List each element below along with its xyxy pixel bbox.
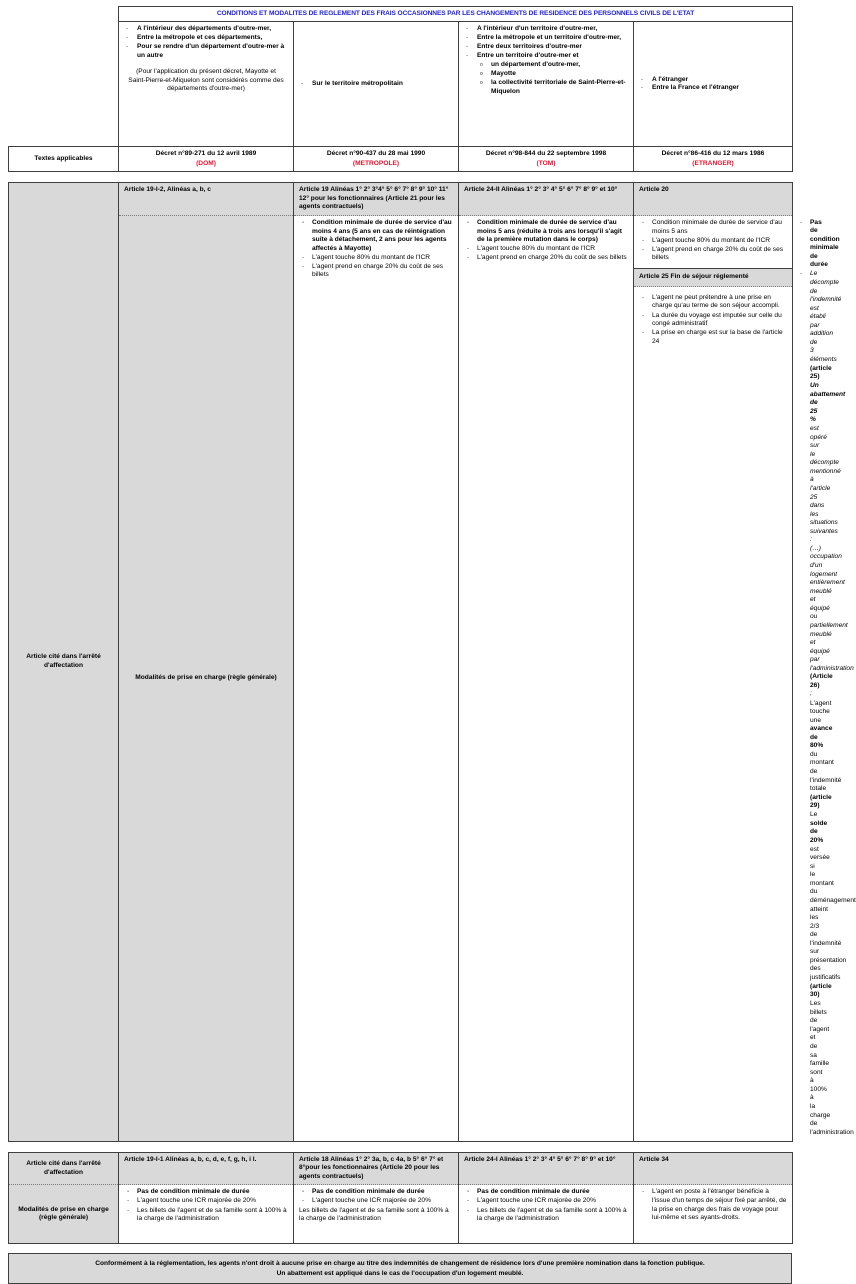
section-spacer-2 [8, 1142, 792, 1152]
scope-item: - A l'intérieur des départements d'outre-mer, [135, 25, 289, 33]
modalites-cell-dom-bottom [119, 1185, 294, 1244]
modalites-item: - L'agent prend en charge 20% du coût de ses billets [652, 246, 787, 263]
modalites-text-fragment: Les billets de l'agent et de sa famille sont à 100% à la charge de l'administration [810, 1000, 854, 1136]
article-header-row-top [9, 183, 793, 216]
scope-subitem: o Mayotte [489, 70, 629, 78]
modalites-cell-tom-top [634, 216, 793, 1142]
scope-item: - Entre la métropole et ces départements, [135, 34, 289, 42]
article-cell-metropole-top: Article 19 Alinéas 1° 2° 3°4° 5° 6° 7° 8° 9° 10° 11° 12° pour les fonctionnaires (Article 21 pour les agents contractuels) [294, 183, 459, 216]
modalites-item: - L'agent touche 80% du montant de l'ICR [477, 245, 628, 254]
modalites-text-fragment: L'agent touche une [810, 699, 832, 724]
section-table-bottom [8, 1152, 793, 1245]
zone-badge-tom: (TOM) [536, 159, 556, 167]
row-label-modalites-bottom: Modalités de prise en charge (règle générale) [9, 1185, 119, 1244]
section-table-top [8, 182, 856, 1141]
article-header-row-bottom [9, 1152, 793, 1185]
modalites-item: - L'agent prend en charge 20% du coût de ses billets [312, 263, 453, 280]
article-cell-metropole-bottom: Article 18 Alinéas 1° 2° 3a, b, c 4a, b 5° 6° 7° et 8°pour les fonctionnaires (Article 20 pour les agents contractuels) [294, 1152, 459, 1185]
modalites-text-fragment: est versée si le montant du déménagement atteint les 2/3 de l'indemnité sur présentation des justificatifs [810, 845, 856, 981]
zone-badge-metropole: (METROPOLE) [352, 159, 400, 167]
footer-line-2: Un abattement est appliqué dans le cas de l'occupation d'un logement meublé. [276, 1269, 524, 1277]
modalites-text-fragment: Un abattement de 25 % [810, 382, 846, 424]
modalites-item: - L'agent touche 80% du montant de l'ICR [652, 237, 787, 246]
textes-row [9, 147, 793, 172]
scope-list-dom [123, 25, 289, 60]
modalites-item: - Les billets de l'agent et de sa famille sont à 100% à la charge de l'administration [137, 1207, 288, 1224]
scope-item: - Entre la France et l'étranger [650, 84, 788, 92]
modalites-rich-etranger-top [798, 218, 856, 1138]
subsection-title-tom: Article 25 Fin de séjour réglementé [634, 268, 792, 287]
modalites-list-etranger-bottom [639, 1188, 787, 1222]
scope-item: - A l'intérieur d'un territoire d'outre-mer, [475, 25, 629, 33]
modalites-cell-etranger-bottom [634, 1185, 793, 1244]
subsection-item: - L'agent ne peut prétendre à une prise en charge qu'au terme de son séjour accompli. [652, 294, 787, 311]
scope-list-tom [463, 25, 629, 96]
row-label-article-bottom: Article cité dans l'arrêté d'affectation [9, 1152, 119, 1185]
scope-row-spacer [9, 22, 119, 147]
modalites-list-dom-top [299, 219, 453, 280]
scope-row [9, 22, 793, 147]
scope-cell-metropole [294, 22, 459, 147]
article-cell-dom-top: Article 19-I-2, Alinéas a, b, c [119, 183, 294, 216]
texte-decret-dom: Décret n°89-271 du 12 avril 1989 [155, 150, 257, 158]
banner-spacer [9, 7, 119, 22]
texte-cell-etranger [634, 147, 793, 172]
footer-note [8, 1253, 792, 1284]
row-label-textes: Textes applicables [9, 147, 119, 172]
scope-table [8, 6, 793, 172]
footer-line-1: Conformément à la réglementation, les agents n'ont droit à aucune prise en charge au titre des indemnités de changement de résidence lors d'une première nomination dans la fonction publique. [95, 1260, 705, 1268]
banner-title: CONDITIONS ET MODALITES DE REGLEMENT DES FRAIS OCCASIONNES PAR LES CHANGEMENTS DE RESIDENCE DES PERSONNELS CIVILS DE L'ETAT [119, 7, 793, 22]
modalites-text-fragment: Le décompte de l'indemnité est établi par addition de 3 éléments [810, 270, 842, 363]
modalites-text-fragment: avance de 80% [810, 725, 833, 750]
modalites-item-plain-metropole: Les billets de l'agent et de sa famille sont à 100% à la charge de l'administration [299, 1206, 449, 1223]
modalites-text-fragment: (article 25) [810, 364, 832, 381]
modalites-list-tom-bottom [464, 1188, 628, 1223]
scope-item: - Entre deux territoires d'outre-mer [475, 43, 629, 51]
modalites-cell-metropole-bottom [294, 1185, 459, 1244]
subsection-list-tom [639, 294, 787, 346]
scope-note-dom: (Pour l'application du présent décret, Mayotte et Saint-Pierre-et-Miquelon sont considérés comme des départements d'outre-mer) [128, 68, 284, 93]
zone-badge-dom: (DOM) [196, 159, 216, 167]
modalites-item: - Condition minimale de durée de service d'au moins 5 ans (réduite à trois ans lorsqu'il s'agit de la première mutation dans le corps) [477, 219, 628, 245]
row-label-modalites-top: Modalités de prise en charge (règle générale) [119, 216, 294, 1142]
texte-cell-tom [459, 147, 634, 172]
modalites-text-fragment: est opéré sur le décompte mentionné à l'article 25 dans les situations suivantes : (…) occupation d'un logement entièrement meublé et équipé ou partiellement meublé et équipé par l'administration [810, 425, 854, 672]
section-spacer-1 [8, 172, 792, 182]
scope-item: - A l'étranger [650, 76, 788, 84]
modalites-item: - L'agent prend en charge 20% du coût de ses billets [477, 254, 628, 263]
modalites-item: - L'agent touche une ICR majorée de 20% [312, 1197, 453, 1206]
zone-badge-etranger: (ETRANGER) [692, 159, 734, 167]
modalites-item: - L'agent touche une ICR majorée de 20% [477, 1197, 628, 1206]
modalites-item: - L'agent touche 80% du montant de l'ICR [312, 254, 453, 263]
modalites-item: - Pas de condition minimale de durée [137, 1188, 288, 1197]
scope-cell-etranger [634, 22, 793, 147]
scope-subitem: o la collectivité territoriale de Saint-Pierre-et-Miquelon [489, 79, 629, 96]
banner-row [9, 7, 793, 22]
modalites-item: - Condition minimale de durée de service d'au moins 5 ans [652, 219, 787, 236]
modalites-content-row-top [9, 216, 793, 1142]
scope-item: - Entre la métropole et un territoire d'outre-mer, [475, 34, 629, 42]
modalites-cell-dom-top [294, 216, 459, 1142]
article-cell-dom-bottom: Article 19-I-1 Alinéas a, b, c, d, e, f, g, h, i l. [119, 1152, 294, 1185]
scope-subitem: o un département d'outre-mer, [489, 61, 629, 69]
texte-decret-tom: Décret n°98-844 du 22 septembre 1998 [485, 150, 607, 158]
modalites-text-fragment: solde de 20% [810, 819, 828, 844]
modalites-list-metropole-bottom [299, 1188, 453, 1206]
article-cell-tom-top: Article 24-II Alinéas 1° 2° 3° 4° 5° 6° 7° 8° 9° et 10° [459, 183, 634, 216]
modalites-content-row-bottom [9, 1185, 793, 1244]
scope-cell-dom [119, 22, 294, 147]
modalites-item: - L'agent touche une ICR majorée de 20% [137, 1197, 288, 1206]
texte-cell-metropole [294, 147, 459, 172]
modalites-item: - Pas de condition minimale de durée [312, 1188, 453, 1197]
row-label-article-top: Article cité dans l'arrêté d'affectation [9, 183, 119, 1141]
modalites-text-fragment: Pas de condition minimale de durée [810, 218, 840, 269]
texte-decret-metropole: Décret n°90-437 du 28 mai 1990 [326, 150, 426, 158]
modalites-item: - Condition minimale de durée de service d'au moins 4 ans (5 ans en cas de réintégration suite à détachement, 2 ans pour les agents affectés à Mayotte) [312, 219, 453, 253]
modalites-list-metropole-top [464, 219, 628, 263]
texte-cell-dom [119, 147, 294, 172]
article-cell-etranger-top: Article 20 [634, 183, 793, 216]
modalites-text-fragment: Le [810, 811, 818, 819]
subsection-item: - La prise en charge est sur la base de l'article 24 [652, 329, 787, 346]
modalites-text-fragment: (Article 26) [810, 673, 833, 689]
scope-cell-tom [459, 22, 634, 147]
modalites-text-fragment: du montant de l'indemnité totale [810, 750, 842, 793]
modalites-text-fragment: (article 30) [810, 982, 832, 999]
scope-item: - Entre un territoire d'outre-mer et [475, 52, 629, 60]
modalites-item: - Pas de condition minimale de durée [477, 1188, 628, 1197]
modalites-text-fragment: (article 29) [810, 793, 832, 810]
modalites-text-fragment: ; [810, 690, 812, 698]
scope-list-metropole [298, 80, 454, 88]
subsection-item: - La durée du voyage est imputée sur celle du congé administratif [652, 312, 787, 329]
modalites-list-dom-bottom [124, 1188, 288, 1223]
scope-item: - Pour se rendre d'un département d'outre-mer à un autre [135, 43, 289, 60]
modalites-item: - Les billets de l'agent et de sa famille sont à 100% à la charge de l'administration [477, 1207, 628, 1224]
modalites-list-tom-top [639, 219, 787, 263]
modalites-cell-tom-bottom [459, 1185, 634, 1244]
modalites-item: - L'agent en poste à l'étranger bénéficie à l'issue d'un temps de séjour fixé par arrêté, de la prise en charge des frais de voyage pour lui-même et ses ayants-droits. [652, 1188, 787, 1222]
scope-sublist-tom [475, 61, 629, 96]
article-cell-tom-bottom: Article 24-I Alinéas 1° 2° 3° 4° 5° 6° 7° 8° 9° et 10° [459, 1152, 634, 1185]
scope-list-etranger [638, 76, 788, 93]
scope-item: - Sur le territoire métropolitain [310, 80, 454, 88]
modalites-cell-metropole-top [459, 216, 634, 1142]
article-cell-etranger-bottom: Article 34 [634, 1152, 793, 1185]
texte-decret-etranger: Décret n°86-416 du 12 mars 1986 [661, 150, 765, 158]
